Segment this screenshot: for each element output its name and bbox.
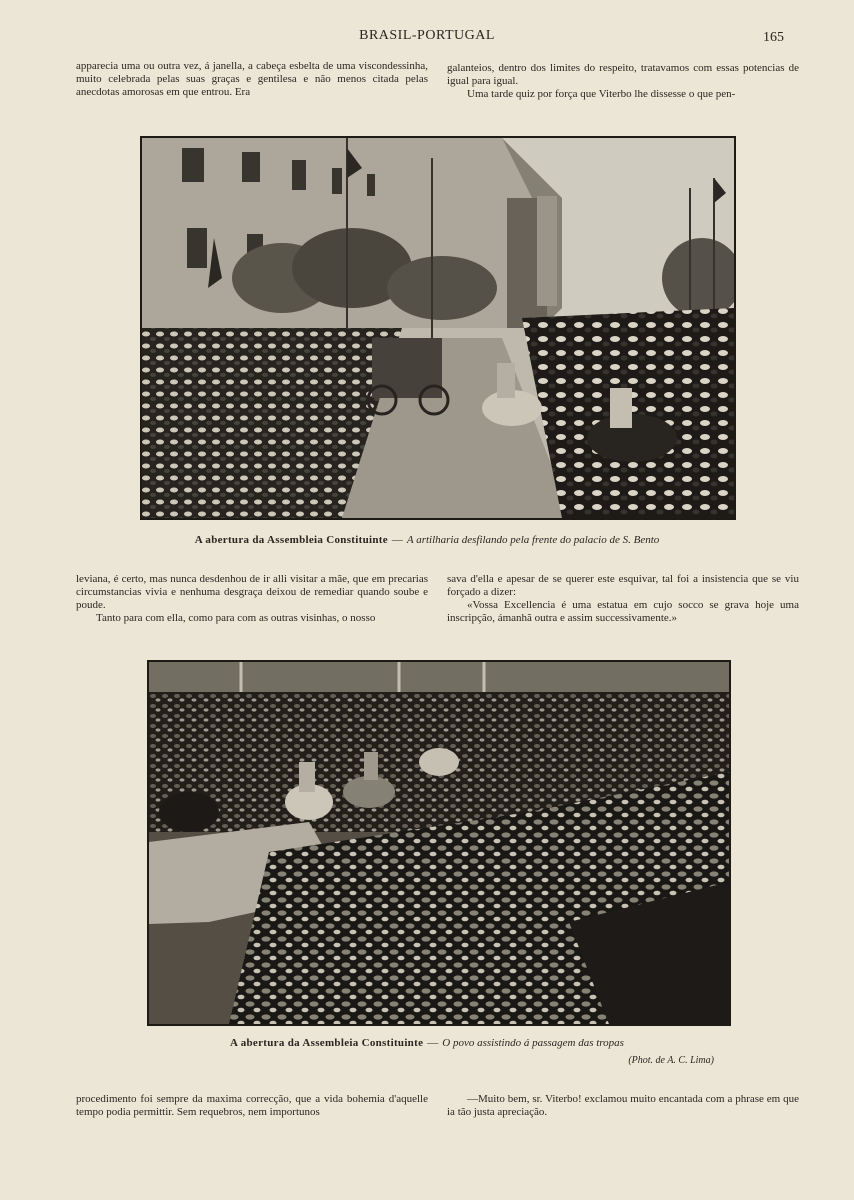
block2-left-paragraph-1: leviana, é certo, mas nunca desdenhou de ir alli visitar a mãe, que em precarias circumstancias vivia e nenhuma desgraça deixou de remediar quando soube e poude. bbox=[76, 573, 428, 611]
photo-crowd-watching-troops-image bbox=[149, 662, 729, 1024]
block2-right-paragraph-1: sava d'ella e apesar de se querer este esquivar, tal foi a insistencia que se viu forçado a dizer: bbox=[447, 573, 799, 598]
block1-right-column bbox=[447, 62, 799, 101]
block3-right-paragraph: —Muito bem, sr. Viterbo! exclamou muito encantada com a phrase em que ia tão justa apreciação. bbox=[447, 1093, 799, 1118]
photo2-caption-title: A abertura da Assembleia Constituinte bbox=[230, 1037, 424, 1049]
photo-artillery-parade-image bbox=[142, 138, 734, 518]
block3-right-column bbox=[447, 1093, 799, 1119]
block1-left-column bbox=[76, 60, 428, 99]
photo1-caption bbox=[0, 534, 854, 546]
page-number: 165 bbox=[763, 30, 784, 45]
photo-crowd-watching-troops bbox=[147, 660, 731, 1026]
photo1-caption-title: A abertura da Assembleia Constituinte bbox=[194, 534, 388, 546]
block3-left-paragraph: procedimento foi sempre da maxima correcção, que a vida bohemia d'aquelle tempo podia permittir. Sem requebros, nem importunos bbox=[76, 1093, 428, 1118]
block1-left-paragraph: apparecia uma ou outra vez, á janella, a cabeça esbelta de uma viscondessinha, muito celebrada pelas suas graças e gentilesa e não menos citada pelas anecdotas amorosas em que entrou. Era bbox=[76, 60, 428, 98]
block1-right-paragraph-2: Uma tarde quiz por força que Viterbo lhe dissesse o que pen- bbox=[467, 88, 736, 100]
block2-right-paragraph-2: «Vossa Excellencia é uma estatua em cujo socco se grava hoje uma inscripção, ámanhã outra e assim successivamente.» bbox=[447, 599, 799, 624]
photo1-caption-description: A artilharia desfilando pela frente do palacio de S. Bento bbox=[406, 534, 660, 546]
photo2-caption-separator: — bbox=[427, 1037, 439, 1049]
block1-right-paragraph-1: galanteios, dentro dos limites do respeito, tratavamos com essas potencias de igual para igual. bbox=[447, 62, 799, 87]
photo2-caption-description: O povo assistindo á passagem das tropas bbox=[442, 1037, 624, 1049]
photo1-caption-separator: — bbox=[391, 534, 403, 546]
photo-artillery-parade bbox=[140, 136, 736, 520]
photo2-caption bbox=[0, 1037, 854, 1049]
block2-left-paragraph-2: Tanto para com ella, como para com as outras visinhas, o nosso bbox=[96, 612, 376, 624]
block2-left-column bbox=[76, 573, 428, 625]
photo2-credit: (Phot. de A. C. Lima) bbox=[628, 1055, 714, 1066]
block2-right-column bbox=[447, 573, 799, 625]
running-title: BRASIL-PORTUGAL bbox=[359, 28, 495, 43]
block3-left-column bbox=[76, 1093, 428, 1119]
